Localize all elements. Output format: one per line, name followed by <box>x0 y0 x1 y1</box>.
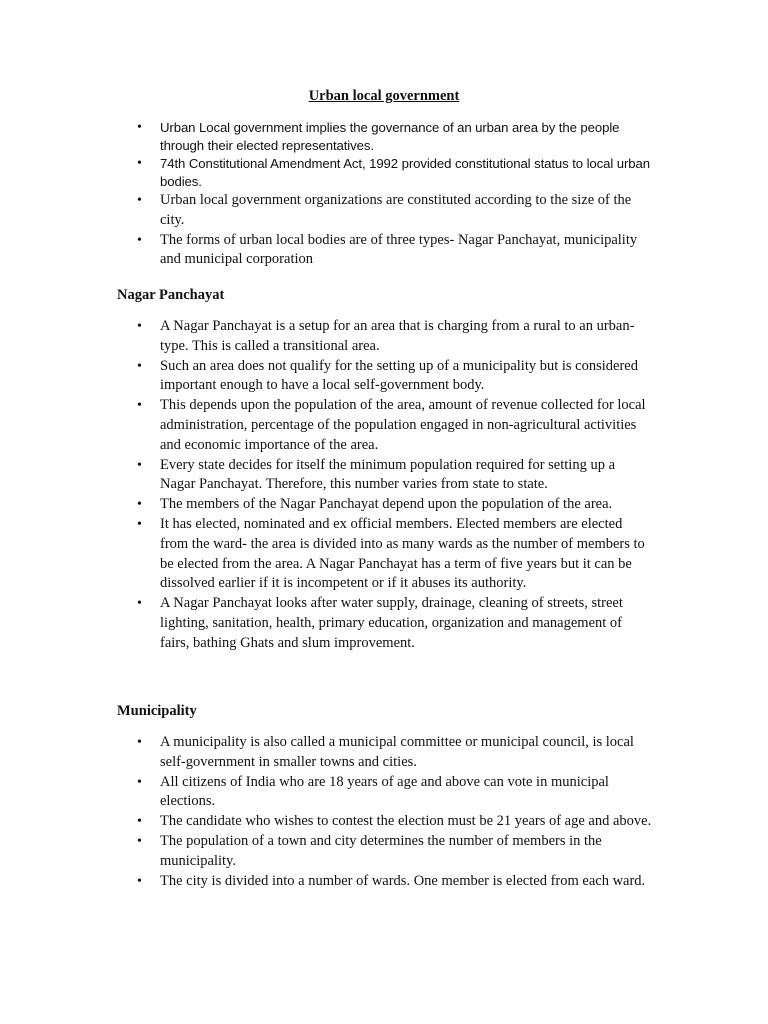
list-item: • A Nagar Panchayat is a setup for an area that is charging from a rural to an urban-type. This is called a transitional area. <box>117 317 652 357</box>
list-item: • Such an area does not qualify for the setting up of a municipality but is considered important enough to have a local self-government body. <box>117 357 652 397</box>
nagar-panchayat-list <box>117 317 652 654</box>
list-item: • The candidate who wishes to contest the election must be 21 years of age and above. <box>117 812 652 832</box>
list-item: • The population of a town and city determines the number of members in the municipality. <box>117 832 652 872</box>
municipality-list <box>117 733 652 891</box>
document-title: Urban local government <box>308 88 460 104</box>
municipality-heading: Municipality <box>117 703 197 719</box>
list-item: • The forms of urban local bodies are of three types- Nagar Panchayat, municipality and municipal corporation <box>117 231 652 271</box>
list-item: • Urban local government organizations are constituted according to the size of the city. <box>117 191 652 231</box>
list-item: • The city is divided into a number of wards. One member is elected from each ward. <box>117 872 652 892</box>
list-item: • A Nagar Panchayat looks after water supply, drainage, cleaning of streets, street lighting, sanitation, health, primary education, organization and management of fairs, bathing Ghats and slum improvement. <box>117 594 652 653</box>
list-item: • Urban Local government implies the governance of an urban area by the people through their elected representatives. <box>117 119 652 155</box>
list-item: • The members of the Nagar Panchayat depend upon the population of the area. <box>117 495 652 515</box>
list-item: • This depends upon the population of the area, amount of revenue collected for local administration, percentage of the population engaged in non-agricultural activities and economic importance of the area. <box>117 396 652 455</box>
intro-list <box>117 119 652 270</box>
list-item: • It has elected, nominated and ex official members. Elected members are elected from the ward- the area is divided into as many wards as the number of members to be elected from the area. A Nagar Panchayat has a term of five years but it can be dissolved earlier if it is incompetent or if it abuses its authority. <box>117 515 652 594</box>
list-item: • All citizens of India who are 18 years of age and above can vote in municipal elections. <box>117 773 652 813</box>
nagar-panchayat-heading: Nagar Panchayat <box>117 287 225 303</box>
list-item: • Every state decides for itself the minimum population required for setting up a Nagar Panchayat. Therefore, this number varies from state to state. <box>117 456 652 496</box>
list-item: • A municipality is also called a municipal committee or municipal council, is local self-government in smaller towns and cities. <box>117 733 652 773</box>
list-item: • 74th Constitutional Amendment Act, 1992 provided constitutional status to local urban bodies. <box>117 155 652 191</box>
